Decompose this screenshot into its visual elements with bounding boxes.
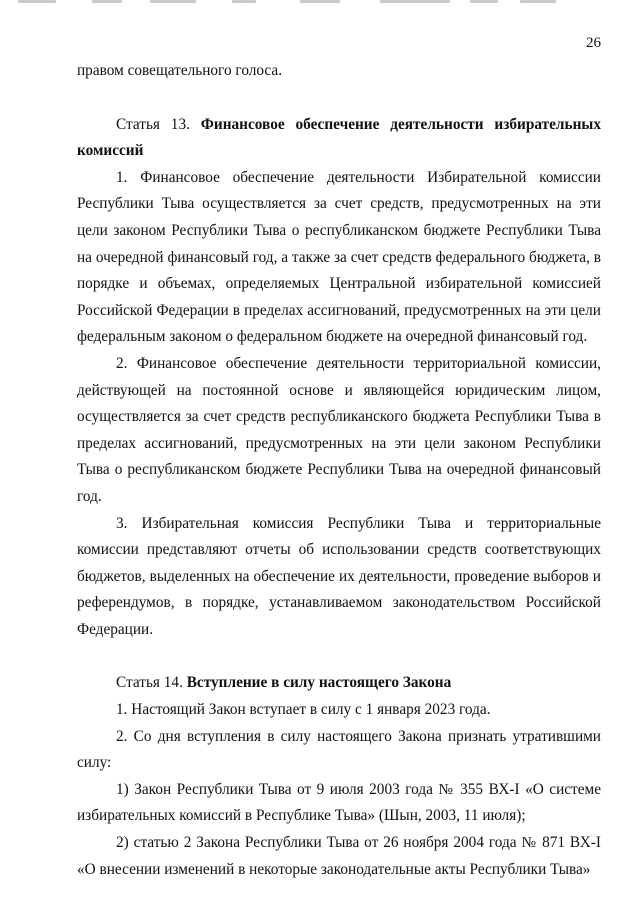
page-number: 26 (586, 35, 601, 51)
scan-edge-artifact (0, 0, 639, 6)
article-14-number: Статья 14. (116, 674, 187, 692)
article-13-paragraph-1: 1. Финансовое обеспечение деятельности Избирательной комиссии Республики Тыва осуществляется за счет средств, предусмотренных на эти цели законом Республики Тыва о республиканском бюджете Республики Тыва на очередной финансовый год, а также за счет средств федерального бюджета, в порядке и объемах, определяемых Центральной избирательной комиссией Российской Федерации в пределах ассигнований, предусмотренных на эти цели федеральным законом о федеральном бюджете на очередной финансовый год. (77, 168, 601, 346)
article-13-paragraph-2: 2. Финансовое обеспечение деятельности территориальной комиссии, действующей на постоянной основе и являющейся юридическим лицом, осуществляется за счет средств республиканского бюджета Республики Тыва в пределах ассигнований, предусмотренных на эти цели законом Республики Тыва о республиканском бюджете Республики Тыва на очередной финансовый год. (77, 354, 601, 505)
article-14-item-2: 2) статью 2 Закона Республики Тыва от 26 ноября 2004 года № 871 ВХ-I «О внесении изменений в некоторые законодательные акты Республики Тыва» (77, 834, 601, 878)
article-14-paragraph-2: 2. Со дня вступления в силу настоящего Закона признать утратившими силу: (77, 727, 601, 772)
spacer (77, 85, 601, 112)
article-14-heading (77, 670, 601, 697)
document-body (77, 58, 601, 883)
spacer (77, 643, 601, 670)
article-13-heading (77, 112, 601, 165)
article-14-item-1: 1) Закон Республики Тыва от 9 июля 2003 года № 355 ВХ-I «О системе избирательных комиссий в Республике Тыва» (Шын, 2003, 11 июля); (77, 780, 601, 825)
article-14-title: Вступление в силу настоящего Закона (186, 674, 452, 692)
paragraph-continuation: правом совещательного голоса. (77, 62, 283, 79)
article-13-number: Статья 13. (116, 115, 201, 133)
article-13-paragraph-3: 3. Избирательная комиссия Республики Тыва и территориальные комиссии представляют отчеты об использовании средств соответствующих бюджетов, выделенных на обеспечение их деятельности, проведение выборов и референдумов, в порядке, устанавливаемом законодательством Российской Федерации. (77, 514, 601, 638)
article-13-title: Финансовое обеспечение деятельности избирательных комиссий (77, 115, 601, 160)
article-14-paragraph-1: 1. Настоящий Закон вступает в силу с 1 января 2023 года. (116, 701, 491, 719)
